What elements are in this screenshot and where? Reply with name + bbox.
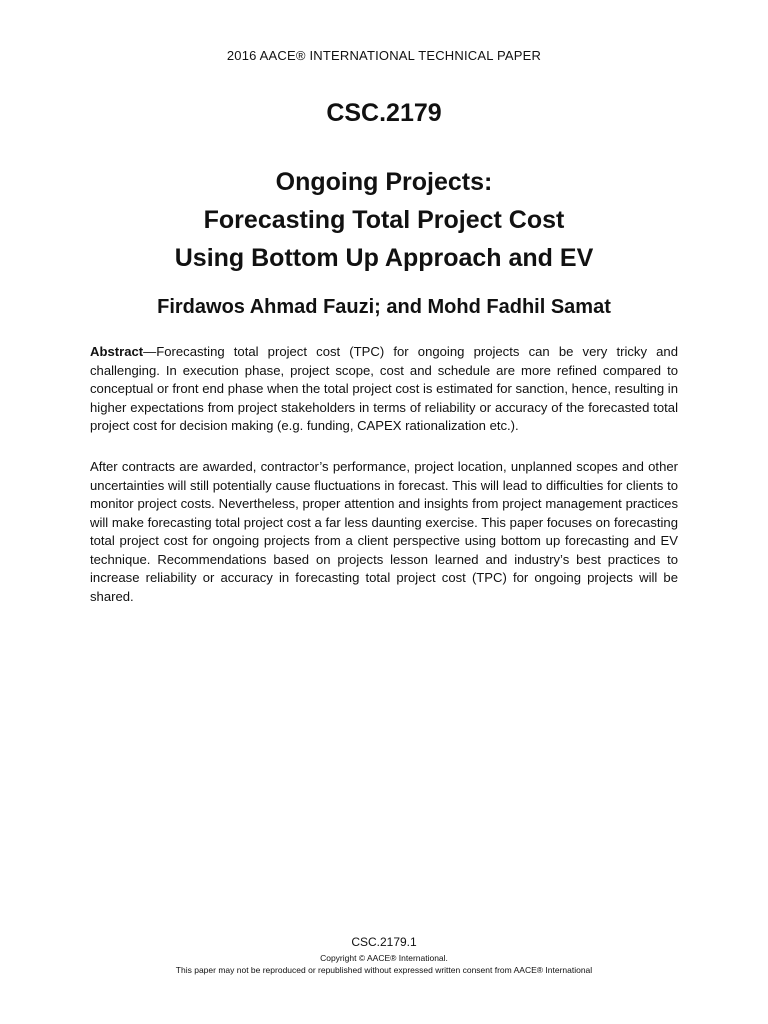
body-paragraph: After contracts are awarded, contractor’s performance, project location, unplanned scopes and other uncertainties will still potentially cause fluctuations in forecast. This will lead to difficulties for clients to monitor project costs. Nevertheless, proper attention and insights from project management practices will make forecasting total project cost a far less daunting exercise. This paper focuses on forecasting total project cost for ongoing projects from a client perspective using bottom up forecasting and EV technique. Recommendations based on projects lesson learned and industry’s best practices to increase reliability or accuracy in forecasting total project cost (TPC) for ongoing projects will be shared. <box>90 459 678 604</box>
paper-authors: Firdawos Ahmad Fauzi; and Mohd Fadhil Samat <box>157 296 611 318</box>
copyright-notice: Copyright © AACE® International. <box>320 953 448 963</box>
title-line: Ongoing Projects: <box>275 168 493 196</box>
title-line: Using Bottom Up Approach and EV <box>174 244 594 272</box>
document-header: 2016 AACE® INTERNATIONAL TECHNICAL PAPER <box>226 48 542 63</box>
abstract-paragraph <box>90 343 678 436</box>
reproduction-notice: This paper may not be reproduced or republished without expressed written consent from AACE® International <box>175 965 593 975</box>
paper-title <box>0 163 768 277</box>
title-line: Forecasting Total Project Cost <box>203 206 565 234</box>
page-code: CSC.2179.1 <box>351 935 417 949</box>
paper-code: CSC.2179 <box>326 99 442 127</box>
abstract-text: —Forecasting total project cost (TPC) for ongoing projects can be very tricky and challenging. In execution phase, project scope, cost and schedule are more refined compared to conceptual or front end phase when the total project cost is estimated for sanction, hence, resulting in higher expectations from project stakeholders in terms of reliability or accuracy of the forecasted total project cost for decision making (e.g. funding, CAPEX rationalization etc.). <box>90 344 678 433</box>
abstract-label: Abstract <box>90 344 144 359</box>
